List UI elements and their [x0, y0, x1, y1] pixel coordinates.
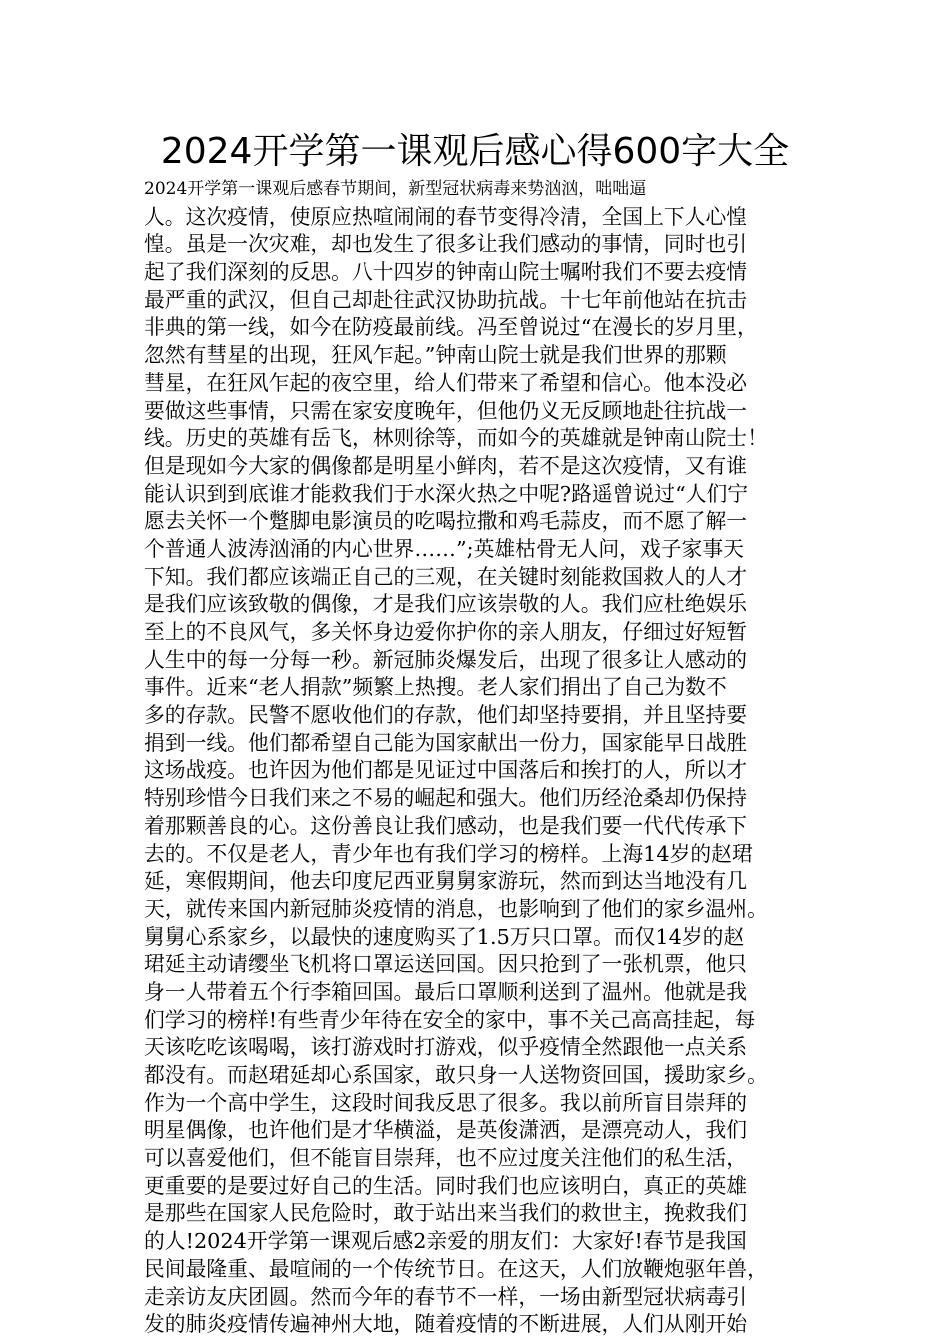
paragraph-line: 可以喜爱他们，但不能盲目崇拜，也不应过度关注他们的私生活，	[144, 1146, 748, 1171]
paragraph-line: 是我们应该致敬的偶像，才是我们应该崇敬的人。我们应杜绝娱乐	[144, 592, 748, 617]
paragraph-line: 身一人带着五个行李箱回国。最后口罩顺利送到了温州。他就是我	[144, 979, 748, 1004]
paragraph-line: 事件。近来“老人捐款”频繁上热搜。老人家们捐出了自己为数不	[144, 675, 727, 700]
paragraph-line: 发的肺炎疫情传遍神州大地，随着疫情的不断进展，人们从刚开始	[144, 1312, 748, 1337]
paragraph-line: 愿去关怀一个蹩脚电影演员的吃喝拉撒和鸡毛蒜皮，而不愿了解一	[144, 509, 748, 534]
document-title: 2024开学第一课观后感心得600字大全	[160, 131, 790, 172]
paragraph-line: 都没有。而赵珺延却心系国家，敢只身一人送物资回国，援助家乡。	[144, 1063, 768, 1087]
paragraph-line: 们学习的榜样!有些青少年待在安全的家中，事不关己高高挂起，每	[144, 1007, 756, 1032]
paragraph-line: 特别珍惜今日我们来之不易的崛起和强大。他们历经沧桑却仍保持	[144, 786, 748, 811]
paragraph-line: 线。历史的英雄有岳飞，林则徐等，而如今的英雄就是钟南山院士！	[144, 426, 768, 451]
paragraph-line: 2024开学第一课观后感春节期间，新型冠状病毒来势汹汹，咄咄逼	[144, 179, 647, 199]
paragraph-line: 彗星，在狂风乍起的夜空里，给人们带来了希望和信心。他本没必	[144, 370, 748, 395]
paragraph-line: 惶。虽是一次灾难，却也发生了很多让我们感动的事情，同时也引	[144, 232, 748, 257]
paragraph-line: 去的。不仅是老人，青少年也有我们学习的榜样。上海14岁的赵珺	[144, 841, 753, 866]
paragraph-line: 个普通人波涛汹涌的内心世界……”;英雄枯骨无人问，戏子家事天	[144, 536, 744, 561]
paragraph-line: 珺延主动请缨坐飞机将口罩运送回国。因只抢到了一张机票，他只	[144, 952, 748, 977]
paragraph-line: 民间最隆重、最喧闹的一个传统节日。在这天，人们放鞭炮驱年兽，	[144, 1256, 768, 1281]
paragraph-line: 多的存款。民警不愿收他们的存款，他们却坚持要捐，并且坚持要	[144, 703, 748, 728]
paragraph-line: 是那些在国家人民危险时，敢于站出来当我们的救世主，挽救我们	[144, 1201, 748, 1226]
document-body	[144, 176, 824, 1339]
paragraph-line: 天，就传来国内新冠肺炎疫情的消息，也影响到了他们的家乡温州。	[144, 896, 768, 921]
paragraph-line: 要做这些事情，只需在家安度晚年，但他仍义无反顾地赴往抗战一	[144, 398, 748, 423]
paragraph-line: 人生中的每一分每一秒。新冠肺炎爆发后，出现了很多让人感动的	[144, 647, 748, 672]
paragraph-line: 忽然有彗星的出现，狂风乍起。”钟南山院士就是我们世界的那颗	[144, 343, 727, 368]
paragraph-line: 这场战疫。也许因为他们都是见证过中国落后和挨打的人，所以才	[144, 758, 748, 783]
paragraph-line: 明星偶像，也许他们是才华横溢，是英俊潇洒，是漂亮动人，我们	[144, 1118, 748, 1143]
paragraph-line: 至上的不良风气，多关怀身边爱你护你的亲人朋友，仔细过好短暂	[144, 620, 748, 644]
paragraph-line: 最严重的武汉，但自己却赴往武汉协助抗战。十七年前他站在抗击	[144, 287, 748, 312]
paragraph-line: 起了我们深刻的反思。八十四岁的钟南山院士嘱咐我们不要去疫情	[144, 260, 748, 285]
paragraph-line: 捐到一线。他们都希望自己能为国家献出一份力，国家能早日战胜	[144, 730, 748, 755]
paragraph-line: 延，寒假期间，他去印度尼西亚舅舅家游玩，然而到达当地没有几	[144, 869, 748, 894]
paragraph-line: 但是现如今大家的偶像都是明星小鲜肉，若不是这次疫情，又有谁	[144, 453, 748, 478]
paragraph-line: 下知。我们都应该端正自己的三观，在关键时刻能救国救人的人才	[144, 564, 748, 589]
paragraph-line: 能认识到到底谁才能救我们于水深火热之中呢?路遥曾说过“人们宁	[144, 481, 749, 506]
paragraph-line: 舅舅心系家乡，以最快的速度购买了1.5万只口罩。而仅14岁的赵	[144, 924, 745, 949]
paragraph-line: 非典的第一线，如今在防疫最前线。冯至曾说过“在漫长的岁月里，	[144, 315, 758, 340]
paragraph-line: 更重要的是要过好自己的生活。同时我们也应该明白，真正的英雄	[144, 1173, 748, 1198]
paragraph-line: 人。这次疫情，使原应热喧闹闹的春节变得冷清，全国上下人心惶	[144, 204, 748, 229]
paragraph-line: 走亲访友庆团圆。然而今年的春节不一样，一场由新型冠状病毒引	[144, 1284, 748, 1309]
paragraph-line: 着那颗善良的心。这份善良让我们感动，也是我们要一代代传承下	[144, 813, 748, 838]
paragraph-line: 作为一个高中学生，这段时间我反思了很多。我以前所盲目崇拜的	[144, 1090, 748, 1115]
paragraph-line: 的人!2024开学第一课观后感2亲爱的朋友们：大家好!春节是我国	[144, 1229, 747, 1254]
paragraph-line: 天该吃吃该喝喝，该打游戏时打游戏，似乎疫情全然跟他一点关系	[144, 1035, 748, 1060]
